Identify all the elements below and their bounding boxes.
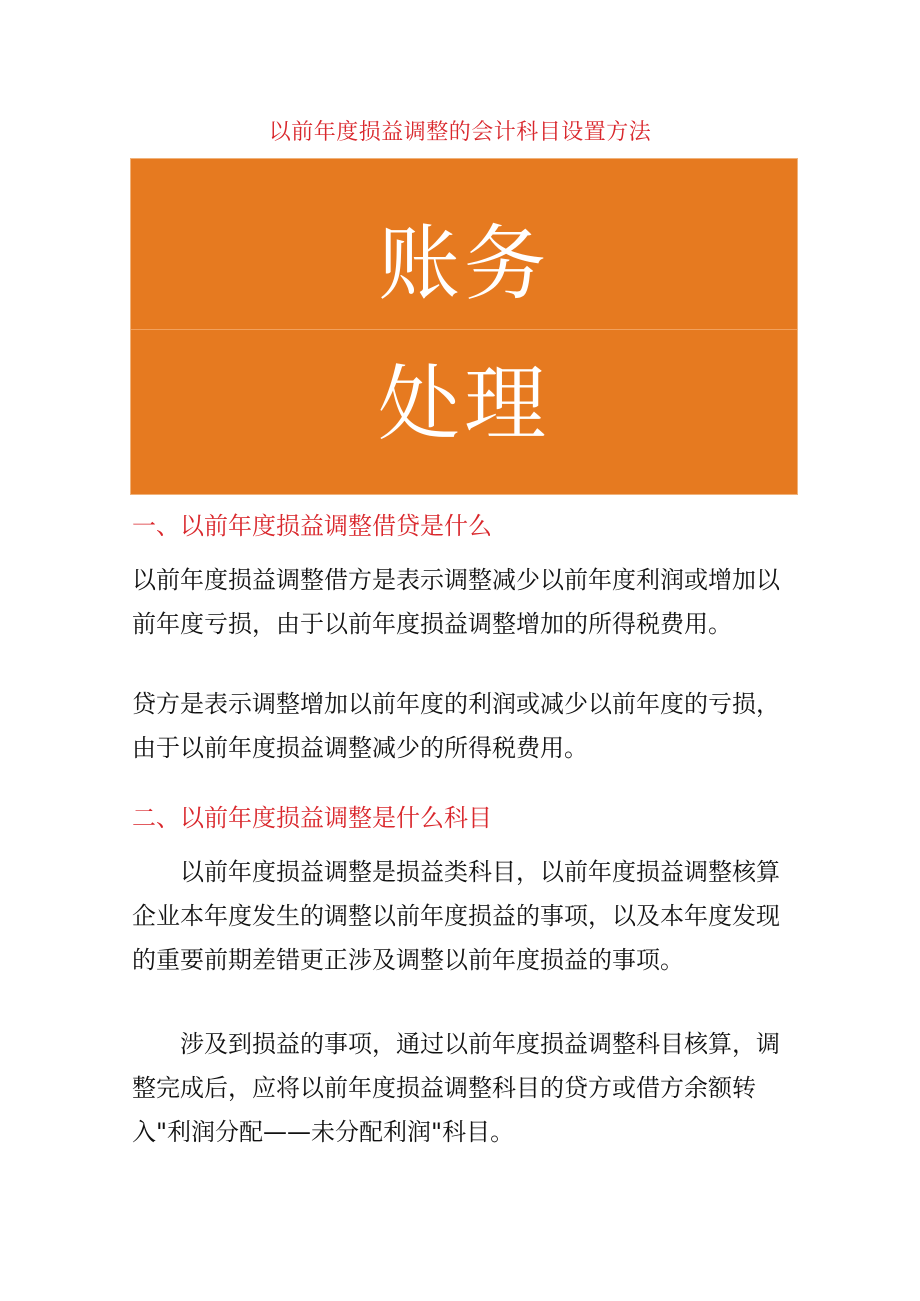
banner-divider bbox=[131, 329, 797, 330]
section-2-heading: 二、以前年度损益调整是什么科目 bbox=[132, 804, 492, 832]
section-1 bbox=[132, 508, 800, 770]
section-1-paragraph-2: 贷方是表示调整增加以前年度的利润或减少以前年度的亏损，由于以前年度损益调整减少的所得税费用。 bbox=[132, 690, 780, 762]
banner-word-bottom: 处理 bbox=[377, 357, 550, 452]
banner-word-top: 账务 bbox=[377, 217, 550, 312]
section-1-paragraph-1: 以前年度损益调整借方是表示调整减少以前年度利润或增加以前年度亏损，由于以前年度损益调整增加的所得税费用。 bbox=[132, 566, 780, 638]
section-2 bbox=[132, 800, 800, 1154]
document-title: 以前年度损益调整的会计科目设置方法 bbox=[268, 120, 652, 145]
section-1-heading: 一、以前年度损益调整借贷是什么 bbox=[132, 512, 492, 540]
section-2-paragraph-1: 以前年度损益调整是损益类科目，以前年度损益调整核算企业本年度发生的调整以前年度损益的事项，以及本年度发现的重要前期差错更正涉及调整以前年度损益的事项。 bbox=[132, 858, 780, 974]
section-2-paragraph-2: 涉及到损益的事项，通过以前年度损益调整科目核算，调整完成后，应将以前年度损益调整科目的贷方或借方余额转入"利润分配——未分配利润"科目。 bbox=[132, 1030, 780, 1146]
banner-image bbox=[130, 158, 798, 495]
